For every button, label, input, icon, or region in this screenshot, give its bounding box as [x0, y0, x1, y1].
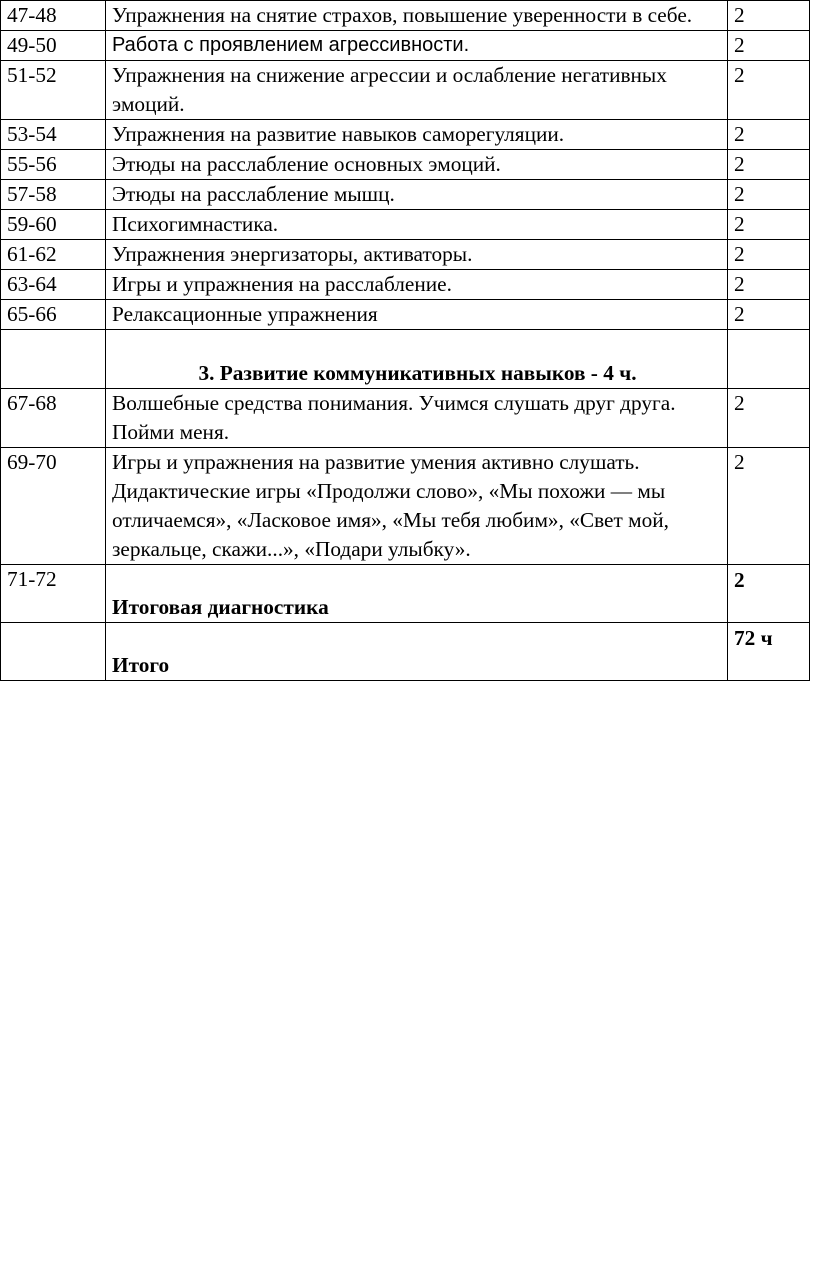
lesson-topic: Волшебные средства понимания. Учимся слушать друг друга. Пойми меня.: [106, 389, 728, 448]
lesson-number: 67-68: [1, 389, 106, 448]
lesson-topic: Упражнения на снижение агрессии и ослабление негативных эмоций.: [106, 61, 728, 120]
lesson-hours: 2: [728, 240, 810, 270]
lesson-number: 69-70: [1, 448, 106, 565]
lesson-topic: Игры и упражнения на развитие умения активно слушать. Дидактические игры «Продолжи слово», «Мы похожи — мы отличаемся», «Ласковое имя», «Мы тебя любим», «Свет мой, зеркальце, скажи...», «Подари улыбку».: [106, 448, 728, 565]
lesson-hours: 2: [728, 300, 810, 330]
final-diagnostics-title: Итоговая диагностика: [106, 565, 728, 623]
lesson-topic: Этюды на расслабление основных эмоций.: [106, 150, 728, 180]
lesson-topic: Упражнения на развитие навыков саморегуляции.: [106, 120, 728, 150]
lesson-hours: 2: [728, 270, 810, 300]
lesson-number: 57-58: [1, 180, 106, 210]
table-row: [1, 240, 810, 270]
lesson-hours: 2: [728, 210, 810, 240]
lesson-hours: 2: [728, 448, 810, 565]
lesson-number: 53-54: [1, 120, 106, 150]
lesson-number: 71-72: [1, 565, 106, 623]
lesson-number: 63-64: [1, 270, 106, 300]
lesson-hours: 2: [728, 565, 810, 623]
table-row: [1, 31, 810, 61]
lesson-number: 49-50: [1, 31, 106, 61]
lesson-number: 59-60: [1, 210, 106, 240]
lesson-hours: 2: [728, 120, 810, 150]
lesson-hours: 2: [728, 389, 810, 448]
lesson-hours: 2: [728, 150, 810, 180]
table-row: [1, 270, 810, 300]
lesson-hours: 2: [728, 61, 810, 120]
table-row: [1, 150, 810, 180]
table-row: [1, 61, 810, 120]
table-row: [1, 120, 810, 150]
empty-cell: [1, 330, 106, 389]
lesson-topic: Психогимнастика.: [106, 210, 728, 240]
total-label: Итого: [106, 623, 728, 681]
table-row: [1, 210, 810, 240]
lesson-number: 61-62: [1, 240, 106, 270]
total-hours: 72 ч: [728, 623, 810, 681]
lesson-hours: 2: [728, 1, 810, 31]
lesson-hours: 2: [728, 180, 810, 210]
lesson-topic: Игры и упражнения на расслабление.: [106, 270, 728, 300]
lesson-topic: Этюды на расслабление мышц.: [106, 180, 728, 210]
section-title: 3. Развитие коммуникативных навыков - 4 ч.: [106, 330, 728, 389]
table-row: [1, 180, 810, 210]
table-row: [1, 389, 810, 448]
empty-cell: [728, 330, 810, 389]
lesson-number: 65-66: [1, 300, 106, 330]
total-row: [1, 623, 810, 681]
table-row: [1, 300, 810, 330]
final-diagnostics-row: [1, 565, 810, 623]
lesson-number: 47-48: [1, 1, 106, 31]
table-row: [1, 1, 810, 31]
lesson-topic: Упражнения на снятие страхов, повышение уверенности в себе.: [106, 1, 728, 31]
section-header-row: [1, 330, 810, 389]
empty-cell: [1, 623, 106, 681]
lesson-number: 55-56: [1, 150, 106, 180]
lesson-topic: Релаксационные упражнения: [106, 300, 728, 330]
lesson-number: 51-52: [1, 61, 106, 120]
lesson-topic: Упражнения энергизаторы, активаторы.: [106, 240, 728, 270]
lesson-hours: 2: [728, 31, 810, 61]
lesson-topic: Работа с проявлением агрессивности.: [106, 31, 728, 61]
table-row: [1, 448, 810, 565]
